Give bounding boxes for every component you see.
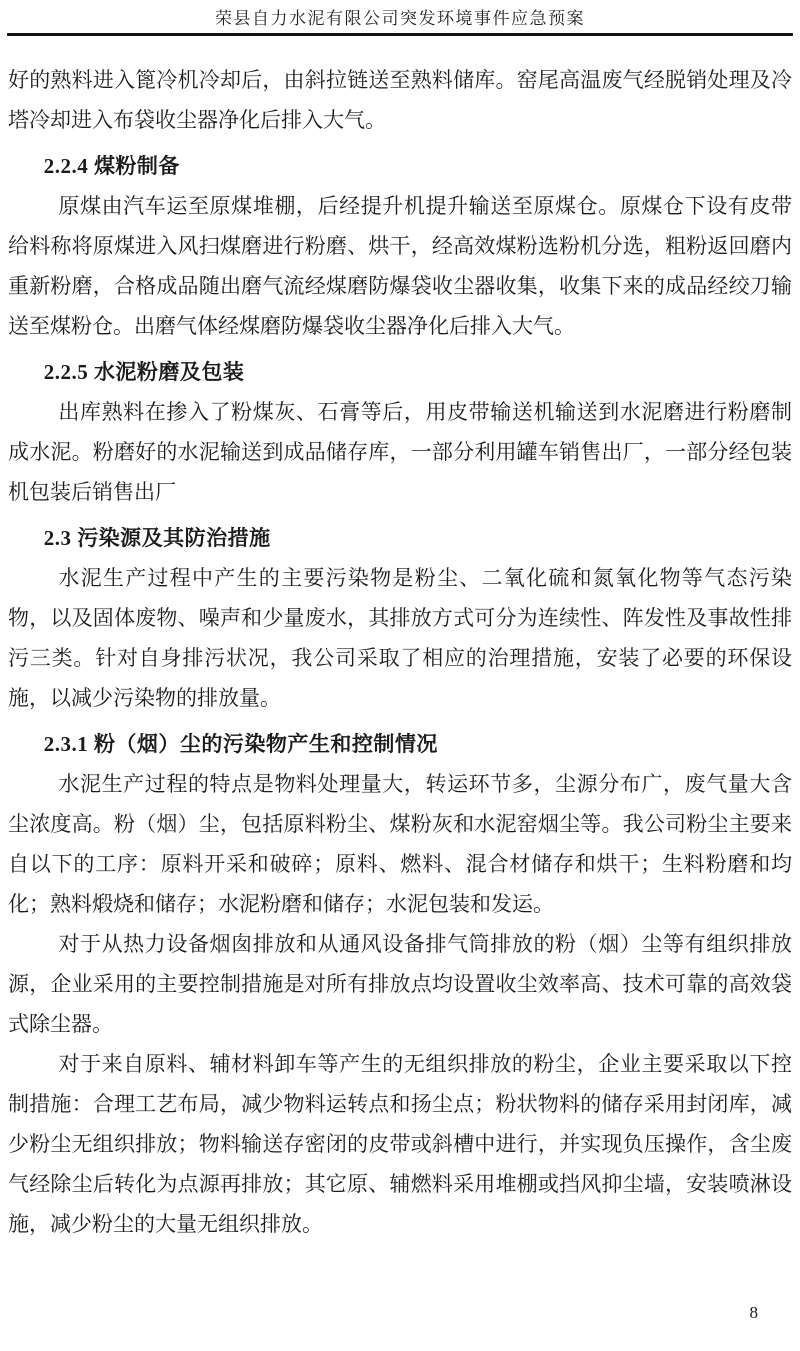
document-body	[0, 36, 800, 1244]
document-header-title: 荣县自力水泥有限公司突发环境事件应急预案	[215, 9, 585, 28]
document-header	[0, 0, 800, 36]
section-heading-2-3-1: 2.3.1 粉（烟）尘的污染物产生和控制情况	[43, 732, 438, 756]
section-heading-2-3: 2.3 污染源及其防治措施	[43, 526, 271, 550]
section-heading-2-2-4: 2.2.4 煤粉制备	[43, 154, 180, 178]
body-paragraph: 好的熟料进入篦冷机冷却后，由斜拉链送至熟料储库。窑尾高温废气经脱销处理及冷塔冷却进入布袋收尘器净化后排入大气。	[8, 68, 792, 132]
page-number: 8	[749, 1303, 758, 1322]
body-paragraph: 对于来自原料、辅材料卸车等产生的无组织排放的粉尘，企业主要采取以下控制措施：合理工艺布局，减少物料运转点和扬尘点；粉状物料的储存采用封闭库，减少粉尘无组织排放；物料输送存密闭的皮带或斜槽中进行，并实现负压操作，含尘废气经除尘后转化为点源再排放；其它原、辅燃料采用堆棚或挡风抑尘墙，安装喷淋设施，减少粉尘的大量无组织排放。	[8, 1052, 792, 1236]
body-paragraph: 出库熟料在掺入了粉煤灰、石膏等后，用皮带输送机输送到水泥磨进行粉磨制成水泥。粉磨好的水泥输送到成品储存库，一部分利用罐车销售出厂，一部分经包装机包装后销售出厂	[8, 400, 792, 504]
section-heading-2-2-5: 2.2.5 水泥粉磨及包装	[43, 360, 245, 384]
body-paragraph: 水泥生产过程的特点是物料处理量大，转运环节多，尘源分布广，废气量大含尘浓度高。粉（烟）尘，包括原料粉尘、煤粉灰和水泥窑烟尘等。我公司粉尘主要来自以下的工序：原料开采和破碎；原料、燃料、混合材储存和烘干；生料粉磨和均化；熟料煅烧和储存；水泥粉磨和储存；水泥包装和发运。	[8, 772, 792, 916]
body-paragraph: 水泥生产过程中产生的主要污染物是粉尘、二氧化硫和氮氧化物等气态污染物，以及固体废物、噪声和少量废水，其排放方式可分为连续性、阵发性及事故性排污三类。针对自身排污状况，我公司采取了相应的治理措施，安装了必要的环保设施，以减少污染物的排放量。	[8, 566, 792, 710]
body-paragraph: 对于从热力设备烟囱排放和从通风设备排气筒排放的粉（烟）尘等有组织排放源，企业采用的主要控制措施是对所有排放点均设置收尘效率高、技术可靠的高效袋式除尘器。	[8, 932, 792, 1036]
body-paragraph: 原煤由汽车运至原煤堆棚，后经提升机提升输送至原煤仓。原煤仓下设有皮带给料称将原煤进入风扫煤磨进行粉磨、烘干，经高效煤粉选粉机分选，粗粉返回磨内重新粉磨，合格成品随出磨气流经煤磨防爆袋收尘器收集，收集下来的成品经绞刀输送至煤粉仓。出磨气体经煤磨防爆袋收尘器净化后排入大气。	[8, 194, 792, 338]
